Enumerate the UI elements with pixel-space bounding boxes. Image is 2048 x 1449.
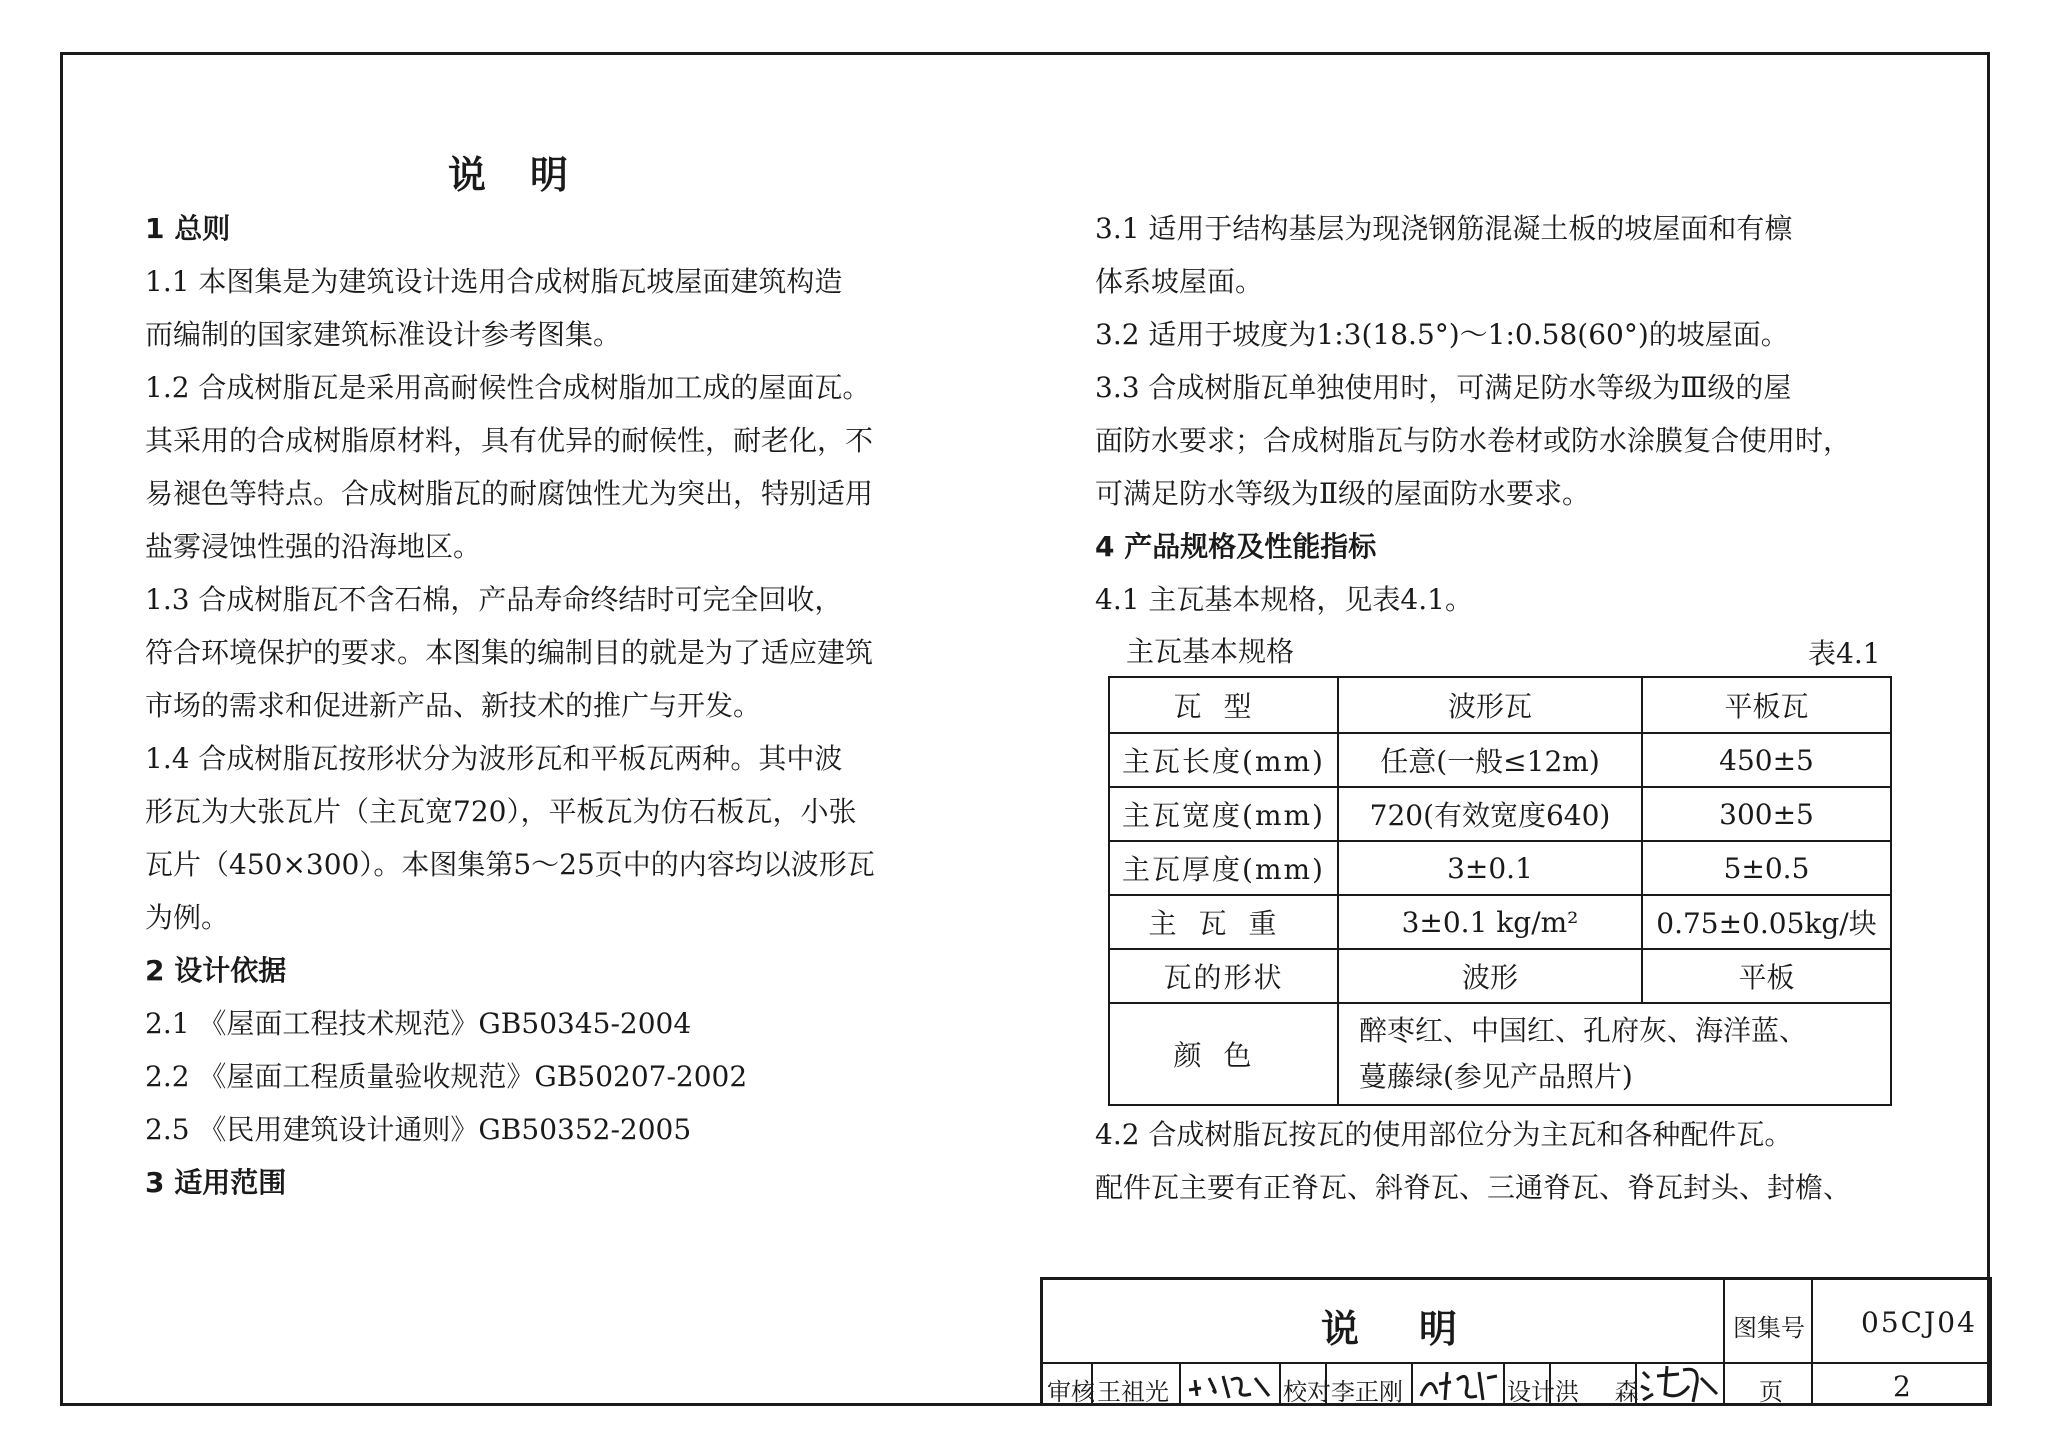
section-heading: 4 产品规格及性能指标 [1095, 530, 1377, 563]
body-line: 2.1 《屋面工程技术规范》GB50345-2004 [145, 1007, 692, 1040]
color-line: 蔓藤绿(参见产品照片) [1359, 1060, 1633, 1093]
divider [1811, 1280, 1813, 1403]
cell-flat: 0.75±0.05kg/块 [1642, 895, 1891, 949]
cell-wave: 3±0.1 [1338, 841, 1642, 895]
body-line: 体系坡屋面。 [1095, 265, 1264, 298]
reviewer-signature [1185, 1368, 1275, 1404]
body-line: 形瓦为大张瓦片（主瓦宽720），平板瓦为仿石板瓦，小张 [145, 795, 857, 828]
body-line: 面防水要求；合成树脂瓦与防水卷材或防水涂膜复合使用时， [1095, 424, 1852, 457]
header-cell-wave: 波形瓦 [1338, 677, 1642, 733]
header-cell-type: 瓦型 [1109, 677, 1338, 733]
section-heading: 1 总则 [145, 212, 231, 245]
cell-flat: 5±0.5 [1642, 841, 1891, 895]
body-line: 4.1 主瓦基本规格，见表4.1。 [1095, 583, 1473, 616]
row-label: 主瓦长度(mm) [1109, 733, 1338, 787]
cell-wave: 波形 [1338, 949, 1642, 1003]
body-line: 为例。 [145, 901, 230, 934]
divider [1723, 1362, 1991, 1364]
cell-flat: 300±5 [1642, 787, 1891, 841]
body-line: 1.4 合成树脂瓦按形状分为波形瓦和平板瓦两种。其中波 [145, 742, 843, 775]
header-cell-flat: 平板瓦 [1642, 677, 1891, 733]
color-list [1338, 1003, 1891, 1105]
divider [1179, 1364, 1181, 1406]
section-heading: 3 适用范围 [145, 1166, 287, 1199]
body-line: 1.1 本图集是为建筑设计选用合成树脂瓦坡屋面建筑构造 [145, 265, 843, 298]
row-label: 主瓦厚度(mm) [1109, 841, 1338, 895]
left-column [145, 202, 875, 1209]
cell-flat: 平板 [1642, 949, 1891, 1003]
section-heading: 2 设计依据 [145, 954, 287, 987]
body-line: 可满足防水等级为Ⅱ级的屋面防水要求。 [1095, 477, 1591, 510]
table-header-row [1109, 677, 1891, 733]
row-label: 颜色 [1109, 1003, 1338, 1105]
page-title: 说明 [448, 152, 613, 197]
body-line: 3.1 适用于结构基层为现浇钢筋混凝土板的坡屋面和有檩 [1095, 212, 1793, 245]
body-line: 符合环境保护的要求。本图集的编制目的就是为了适应建筑 [145, 636, 874, 669]
checker-name: 李正刚 [1331, 1378, 1403, 1406]
cell-wave: 任意(一般≤12m) [1338, 733, 1642, 787]
table-row [1109, 841, 1891, 895]
body-line: 配件瓦主要有正脊瓦、斜脊瓦、三通脊瓦、脊瓦封头、封檐、 [1095, 1171, 1852, 1204]
table-number: 表4.1 [1808, 637, 1881, 670]
body-line: 2.2 《屋面工程质量验收规范》GB50207-2002 [145, 1060, 748, 1093]
reviewer-name: 王祖光 [1097, 1378, 1169, 1406]
table-row [1109, 733, 1891, 787]
cell-wave: 3±0.1 kg/m² [1338, 895, 1642, 949]
body-line: 而编制的国家建筑标准设计参考图集。 [145, 318, 622, 351]
divider [1279, 1364, 1281, 1406]
body-line: 1.2 合成树脂瓦是采用高耐候性合成树脂加工成的屋面瓦。 [145, 371, 871, 404]
page-number: 2 [1893, 1370, 1913, 1403]
divider [1723, 1280, 1725, 1403]
table-caption: 主瓦基本规格 [1126, 635, 1295, 668]
color-line: 醉枣红、中国红、孔府灰、海洋蓝、 [1359, 1014, 1808, 1047]
designer-signature [1639, 1364, 1721, 1404]
review-label: 审核 [1047, 1378, 1095, 1406]
row-label: 瓦的形状 [1109, 949, 1338, 1003]
designer-name: 洪 森 [1555, 1378, 1653, 1406]
cell-flat: 450±5 [1642, 733, 1891, 787]
body-line: 瓦片（450×300）。本图集第5～25页中的内容均以波形瓦 [145, 848, 875, 881]
row-label: 主瓦重 [1109, 895, 1338, 949]
table-row-color [1109, 1003, 1891, 1105]
page-label: 页 [1759, 1378, 1783, 1406]
atlas-no-label: 图集号 [1733, 1314, 1805, 1342]
table-row [1109, 949, 1891, 1003]
body-line: 市场的需求和促进新产品、新技术的推广与开发。 [145, 689, 762, 722]
body-line: 1.3 合成树脂瓦不含石棉，产品寿命终结时可完全回收， [145, 583, 843, 616]
body-line: 4.2 合成树脂瓦按瓦的使用部位分为主瓦和各种配件瓦。 [1095, 1118, 1793, 1151]
body-line: 盐雾浸蚀性强的沿海地区。 [145, 530, 482, 563]
row-label: 主瓦宽度(mm) [1109, 787, 1338, 841]
checker-signature [1417, 1366, 1501, 1404]
body-line: 其采用的合成树脂原材料，具有优异的耐候性，耐老化，不 [145, 424, 874, 457]
spec-table [1108, 676, 1892, 1106]
block-title: 说明 [1321, 1306, 1518, 1351]
atlas-no: 05CJ04 [1861, 1306, 1977, 1339]
table-row [1109, 895, 1891, 949]
body-line: 2.5 《民用建筑设计通则》GB50352-2005 [145, 1113, 692, 1146]
divider [1503, 1364, 1505, 1406]
signature-row [1043, 1364, 1723, 1406]
body-line: 易褪色等特点。合成树脂瓦的耐腐蚀性尤为突出，特别适用 [145, 477, 874, 510]
title-block [1040, 1277, 1992, 1406]
cell-wave: 720(有效宽度640) [1338, 787, 1642, 841]
table-row [1109, 787, 1891, 841]
body-line: 3.3 合成树脂瓦单独使用时，可满足防水等级为Ⅲ级的屋 [1095, 371, 1792, 404]
body-line: 3.2 适用于坡度为1:3(18.5°)～1:0.58(60°)的坡屋面。 [1095, 318, 1789, 351]
right-column-tail [1095, 1108, 1851, 1214]
divider [1411, 1364, 1413, 1406]
right-column [1095, 202, 1851, 626]
check-label: 校对 [1283, 1378, 1331, 1406]
design-label: 设计 [1507, 1378, 1555, 1406]
